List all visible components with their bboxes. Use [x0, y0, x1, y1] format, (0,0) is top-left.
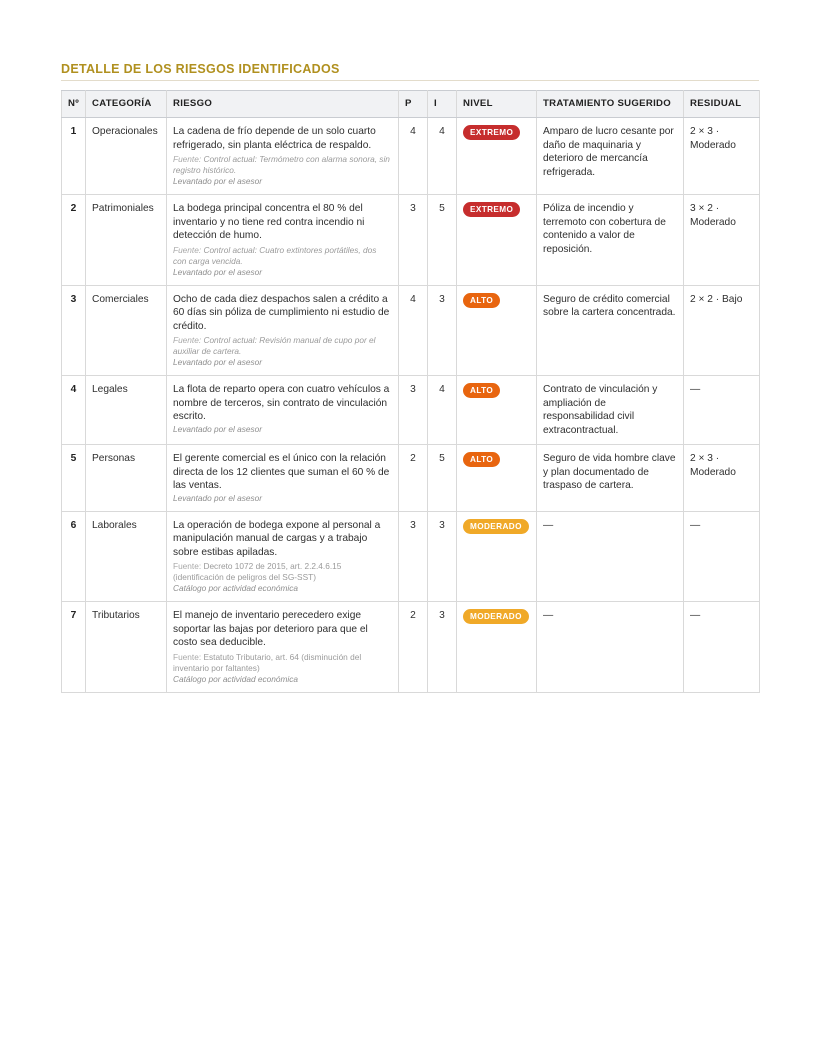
section-title: DETALLE DE LOS RIESGOS IDENTIFICADOS: [61, 58, 759, 81]
row-num: 2: [62, 195, 86, 286]
table-row: [62, 602, 760, 693]
row-nivel-cell: [457, 511, 537, 602]
row-origen: Catálogo por actividad económica: [173, 673, 298, 684]
row-origen: Levantado por el asesor: [173, 176, 263, 186]
header-p: P: [399, 91, 428, 118]
table-row: [62, 511, 760, 602]
level-badge: EXTREMO: [463, 202, 520, 217]
row-riesgo: La bodega principal concentra el 80 % del inventario y no tiene red contra incendio ni detección de humo.: [173, 203, 365, 241]
row-riesgo: La cadena de frío depende de un solo cuarto refrigerado, sin planta eléctrica de respaldo.: [173, 126, 376, 151]
table-row: [62, 445, 760, 512]
row-num: 4: [62, 376, 86, 445]
row-p: 3: [399, 376, 428, 445]
row-tratamiento: Póliza de incendio y terremoto con cobertura de contenido a valor de reposición.: [537, 195, 684, 286]
row-fuente-text: Decreto 1072 de 2015, art. 2.2.4.6.15 (identificación de peligros del SG-SST): [173, 561, 342, 582]
level-badge: MODERADO: [463, 519, 529, 534]
row-origen: Levantado por el asesor: [173, 492, 263, 503]
row-origen: Catálogo por actividad económica: [173, 583, 298, 593]
row-riesgo-cell: [167, 285, 399, 376]
row-fuente: [173, 154, 392, 176]
header-i: I: [428, 91, 457, 118]
header-riesgo: RIESGO: [167, 91, 399, 118]
row-tratamiento: Seguro de crédito comercial sobre la cartera concentrada.: [537, 285, 684, 376]
row-categoria: Legales: [86, 376, 167, 445]
row-tratamiento: —: [537, 602, 684, 693]
row-p: 2: [399, 445, 428, 512]
row-fuente: [173, 561, 392, 583]
row-riesgo: Ocho de cada diez despachos salen a crédito a 60 días sin póliza de cumplimiento ni estudio de crédito.: [173, 293, 390, 332]
row-fuente: [173, 652, 392, 674]
header-residual: RESIDUAL: [684, 91, 760, 118]
row-i: 4: [428, 376, 457, 445]
row-fuente-label: Fuente:: [173, 561, 202, 571]
row-num: 1: [62, 118, 86, 195]
row-categoria: Laborales: [86, 511, 167, 602]
header-tratamiento: TRATAMIENTO SUGERIDO: [537, 91, 684, 118]
row-riesgo-cell: [167, 195, 399, 286]
row-categoria: Operacionales: [86, 118, 167, 195]
level-badge: EXTREMO: [463, 125, 520, 140]
row-fuente-label: Fuente:: [173, 335, 202, 345]
row-residual: —: [684, 376, 760, 445]
row-nivel-cell: [457, 376, 537, 445]
risk-detail-section: [61, 58, 759, 693]
row-nivel-cell: [457, 195, 537, 286]
risks-table: [61, 90, 760, 693]
row-i: 3: [428, 511, 457, 602]
row-nivel-cell: [457, 285, 537, 376]
row-riesgo-cell: [167, 376, 399, 445]
row-riesgo: El gerente comercial es el único con la relación directa de los 12 clientes que suman el 60 % de las ventas.: [173, 453, 390, 491]
row-origen: Levantado por el asesor: [173, 423, 263, 434]
table-header-row: [62, 91, 760, 118]
row-i: 5: [428, 445, 457, 512]
row-categoria: Comerciales: [86, 285, 167, 376]
row-p: 3: [399, 511, 428, 602]
row-p: 2: [399, 602, 428, 693]
row-fuente-label: Fuente:: [173, 651, 202, 662]
header-categoria: CATEGORÍA: [86, 91, 167, 118]
row-fuente: [173, 335, 392, 357]
row-num: 5: [62, 445, 86, 512]
row-fuente-label: Fuente:: [173, 244, 202, 255]
row-fuente-text: Control actual: Revisión manual de cupo por el auxiliar de cartera.: [173, 335, 376, 356]
row-num: 6: [62, 511, 86, 602]
row-riesgo-cell: [167, 445, 399, 512]
row-tratamiento: —: [537, 511, 684, 602]
table-row: [62, 118, 760, 195]
row-residual: 2 × 2 · Bajo: [684, 285, 760, 376]
row-fuente-label: Fuente:: [173, 154, 202, 164]
header-num: Nº: [62, 91, 86, 118]
row-p: 4: [399, 285, 428, 376]
row-categoria: Personas: [86, 445, 167, 512]
row-residual: 2 × 3 · Moderado: [684, 118, 760, 195]
row-i: 3: [428, 602, 457, 693]
row-nivel-cell: [457, 118, 537, 195]
header-nivel: NIVEL: [457, 91, 537, 118]
row-p: 4: [399, 118, 428, 195]
row-categoria: Tributarios: [86, 602, 167, 693]
row-nivel-cell: [457, 445, 537, 512]
row-riesgo-cell: [167, 511, 399, 602]
row-p: 3: [399, 195, 428, 286]
level-badge: MODERADO: [463, 609, 529, 624]
level-badge: ALTO: [463, 452, 500, 467]
row-tratamiento: Contrato de vinculación y ampliación de responsabilidad civil extracontractual.: [537, 376, 684, 445]
row-residual: —: [684, 602, 760, 693]
row-riesgo-cell: [167, 118, 399, 195]
row-i: 5: [428, 195, 457, 286]
row-nivel-cell: [457, 602, 537, 693]
row-fuente-text: Estatuto Tributario, art. 64 (disminución del inventario por faltantes): [173, 651, 362, 673]
table-row: [62, 285, 760, 376]
row-residual: —: [684, 511, 760, 602]
row-fuente: [173, 245, 392, 267]
row-tratamiento: Seguro de vida hombre clave y plan documentado de traspaso de cartera.: [537, 445, 684, 512]
row-riesgo-cell: [167, 602, 399, 693]
row-riesgo: La operación de bodega expone al personal a manipulación manual de cargas y a trabajo sobre estibas apiladas.: [173, 519, 381, 558]
row-fuente-text: Control actual: Cuatro extintores portátiles, dos con carga vencida.: [173, 244, 377, 266]
row-tratamiento: Amparo de lucro cesante por daño de maquinaria y deterioro de mercancía refrigerada.: [537, 118, 684, 195]
row-residual: 2 × 3 · Moderado: [684, 445, 760, 512]
row-residual: 3 × 2 · Moderado: [684, 195, 760, 286]
level-badge: ALTO: [463, 293, 500, 308]
row-categoria: Patrimoniales: [86, 195, 167, 286]
table-row: [62, 376, 760, 445]
row-num: 7: [62, 602, 86, 693]
table-row: [62, 195, 760, 286]
row-origen: Levantado por el asesor: [173, 357, 263, 367]
row-i: 4: [428, 118, 457, 195]
level-badge: ALTO: [463, 383, 500, 398]
row-i: 3: [428, 285, 457, 376]
row-riesgo: El manejo de inventario perecedero exige soportar las bajas por deterioro para que el costo sea deducible.: [173, 610, 368, 648]
row-num: 3: [62, 285, 86, 376]
row-fuente-text: Control actual: Termómetro con alarma sonora, sin registro histórico.: [173, 154, 390, 175]
row-riesgo: La flota de reparto opera con cuatro vehículos a nombre de terceros, sin contrato de vinculación escrito.: [173, 384, 390, 422]
row-origen: Levantado por el asesor: [173, 266, 263, 277]
